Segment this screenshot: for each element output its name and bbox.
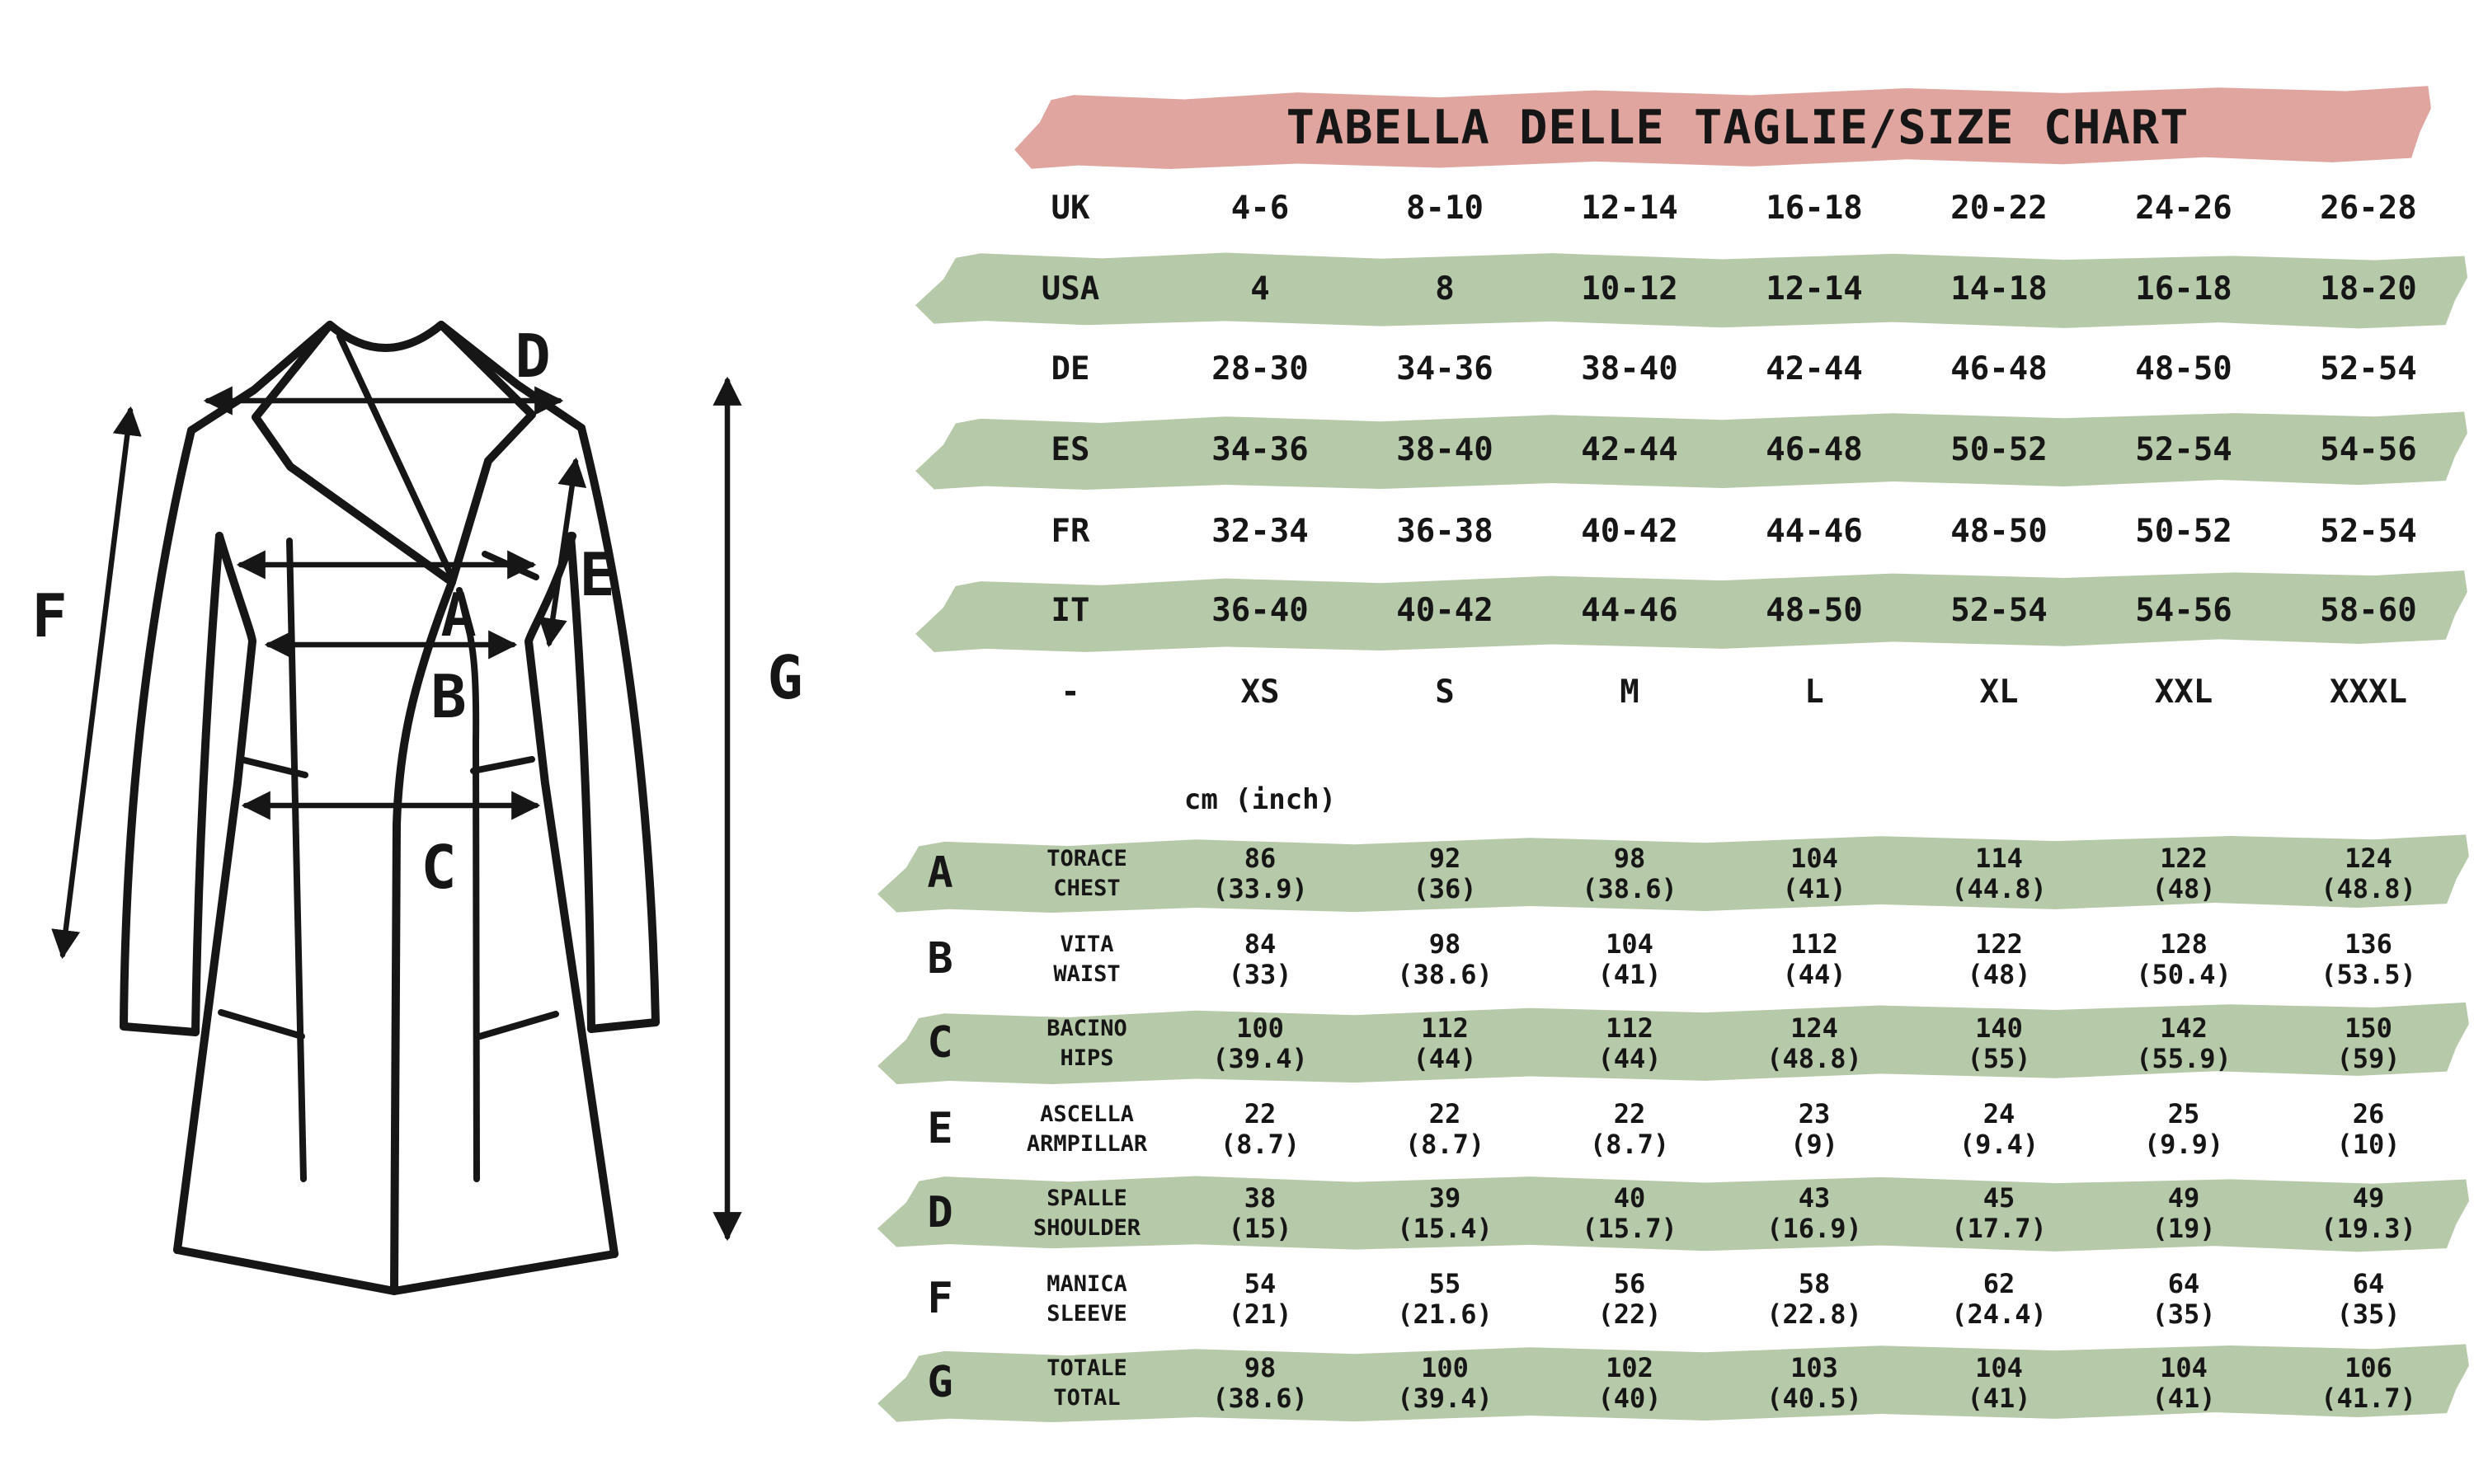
measurement-value-cell bbox=[1352, 1013, 1537, 1074]
measurement-value-inch: (17.7) bbox=[1951, 1212, 2047, 1244]
measurement-value-cm: 39 bbox=[1428, 1181, 1461, 1214]
measurement-value-cell bbox=[2276, 1269, 2461, 1330]
measurement-label-en: TOTAL bbox=[1053, 1384, 1121, 1411]
measurement-value-cell bbox=[1537, 1013, 1722, 1074]
measurement-value-inch: (35) bbox=[2336, 1298, 2401, 1330]
measurement-label-en: SHOULDER bbox=[1032, 1214, 1141, 1241]
measure-letter-b: B bbox=[430, 662, 467, 731]
measurement-value-cell bbox=[1537, 1269, 1722, 1330]
measurement-value-cm: 136 bbox=[2345, 928, 2392, 960]
size-value-cell: XS bbox=[1240, 674, 1280, 711]
measurement-value-cell bbox=[2091, 1099, 2276, 1160]
measurement-value-inch: (24.4) bbox=[1951, 1298, 2047, 1330]
size-value-cell: 16-18 bbox=[1766, 190, 1863, 228]
measurement-label bbox=[1006, 1100, 1168, 1159]
measurement-letter: C bbox=[927, 1018, 953, 1068]
size-value-cell: 58-60 bbox=[2320, 592, 2417, 630]
measurement-value-cell bbox=[1352, 1099, 1537, 1160]
measurement-row-grid bbox=[874, 1001, 2464, 1086]
measurement-value-cell bbox=[1722, 1013, 1907, 1074]
measurement-value-inch: (19) bbox=[2152, 1212, 2216, 1244]
measurement-value-cm: 122 bbox=[2160, 842, 2208, 874]
measurement-value-inch: (48.8) bbox=[1766, 1042, 1862, 1074]
size-value-cell: 4 bbox=[1250, 270, 1270, 308]
measurement-value-cell bbox=[1722, 843, 1907, 904]
measurement-value-cell bbox=[1907, 1183, 2091, 1244]
measure-letter-g: G bbox=[767, 643, 803, 712]
measure-letter-a: A bbox=[440, 580, 477, 650]
measurement-value-inch: (9.4) bbox=[1959, 1128, 2039, 1160]
units-note: cm (inch) bbox=[1183, 783, 1337, 816]
size-value-cell: 42-44 bbox=[1766, 350, 1863, 388]
measurement-value-cm: 112 bbox=[1790, 928, 1838, 960]
size-value-cell: 48-50 bbox=[1766, 592, 1863, 630]
measurement-label-en: WAIST bbox=[1053, 960, 1121, 987]
measurement-value-cell bbox=[1537, 1183, 1722, 1244]
measurement-value-cell bbox=[1722, 1269, 1907, 1330]
measurement-value-cm: 98 bbox=[1613, 842, 1646, 874]
measure-arrow-f bbox=[63, 411, 130, 955]
measurement-label-en: ARMPILLAR bbox=[1026, 1130, 1148, 1157]
size-value-cell: M bbox=[1620, 674, 1639, 711]
measurement-value-cell bbox=[1907, 1269, 2091, 1330]
measurement-value-inch: (10) bbox=[2336, 1128, 2401, 1160]
measurement-value-cell bbox=[1907, 1099, 2091, 1160]
measurement-value-cm: 142 bbox=[2160, 1012, 2208, 1044]
measurement-value-cm: 22 bbox=[1428, 1097, 1461, 1129]
size-value-cell: 12-14 bbox=[1766, 270, 1863, 308]
size-value-cell: 32-34 bbox=[1211, 513, 1309, 551]
princess-seam-left bbox=[289, 541, 303, 1179]
measurement-value-cell bbox=[2091, 1183, 2276, 1244]
measurement-label-it: BACINO bbox=[1047, 1015, 1127, 1041]
size-value-cell: 8 bbox=[1435, 270, 1455, 308]
measurement-row-grid bbox=[874, 917, 2464, 1002]
measurement-label-en: SLEEVE bbox=[1047, 1300, 1127, 1327]
measurement-value-cm: 103 bbox=[1790, 1351, 1838, 1383]
measurement-value-cm: 64 bbox=[2352, 1267, 2385, 1299]
measurement-value-cell bbox=[2091, 1269, 2276, 1330]
measurement-label bbox=[1006, 1270, 1168, 1329]
size-row bbox=[874, 569, 2464, 654]
measurement-value-inch: (22) bbox=[1597, 1298, 1662, 1330]
measurement-value-inch: (21) bbox=[1228, 1298, 1292, 1330]
measurement-label-it: ASCELLA bbox=[1040, 1101, 1134, 1127]
size-value-cell: XXL bbox=[2154, 674, 2213, 711]
measurement-value-inch: (38.6) bbox=[1582, 872, 1677, 904]
size-value-cell: 24-26 bbox=[2135, 190, 2232, 228]
measurement-value-cm: 100 bbox=[1421, 1351, 1469, 1383]
measurement-value-inch: (8.7) bbox=[1220, 1128, 1300, 1160]
size-value-cell: 52-54 bbox=[2320, 350, 2417, 388]
measurement-value-cell bbox=[1168, 929, 1352, 990]
size-value-cell: 48-50 bbox=[2135, 350, 2232, 388]
measurement-row bbox=[874, 1087, 2464, 1172]
size-value-cell: L bbox=[1804, 674, 1824, 711]
page-title: TABELLA DELLE TAGLIE/SIZE CHART bbox=[1286, 100, 2189, 155]
size-value-cell: 54-56 bbox=[2135, 592, 2232, 630]
measurement-letter: D bbox=[927, 1188, 953, 1238]
size-value-cell: XL bbox=[1979, 674, 2019, 711]
measurement-value-cm: 124 bbox=[1790, 1012, 1838, 1044]
size-value-cell: 18-20 bbox=[2320, 270, 2417, 308]
measurement-value-cell bbox=[2091, 843, 2276, 904]
measurement-value-cm: 92 bbox=[1428, 842, 1461, 874]
measurement-letter: F bbox=[927, 1274, 953, 1324]
measurement-value-inch: (38.6) bbox=[1212, 1382, 1308, 1414]
measurement-row bbox=[874, 1256, 2464, 1341]
measurement-value-inch: (59) bbox=[2336, 1042, 2401, 1074]
size-value-cell: 54-56 bbox=[2320, 431, 2417, 469]
body-right-side bbox=[529, 536, 614, 1254]
measurement-value-cell bbox=[1537, 1099, 1722, 1160]
measurement-value-cell bbox=[2276, 929, 2461, 990]
size-value-cell: 46-48 bbox=[1766, 431, 1863, 469]
measurement-value-cm: 45 bbox=[1982, 1181, 2015, 1214]
measurement-row-grid bbox=[874, 1341, 2464, 1425]
measurement-value-inch: (41) bbox=[2152, 1382, 2216, 1414]
measurement-value-inch: (41) bbox=[1597, 958, 1662, 990]
measurement-value-inch: (9.9) bbox=[2143, 1128, 2224, 1160]
measurement-value-cm: 100 bbox=[1236, 1012, 1284, 1044]
measurement-value-inch: (15.4) bbox=[1397, 1212, 1493, 1244]
measurement-value-cm: 62 bbox=[1982, 1267, 2015, 1299]
size-value-cell: 52-54 bbox=[2320, 513, 2417, 551]
sleeve-right-cuff bbox=[591, 1022, 656, 1029]
measurement-value-cell bbox=[1907, 843, 2091, 904]
size-value-cell: 14-18 bbox=[1950, 270, 2048, 308]
size-value-cell: 4-6 bbox=[1230, 190, 1290, 228]
measurement-value-inch: (55) bbox=[1967, 1042, 2031, 1074]
measurement-value-inch: (35) bbox=[2152, 1298, 2216, 1330]
measurement-value-cm: 84 bbox=[1244, 928, 1277, 960]
measurement-value-inch: (41) bbox=[1782, 872, 1846, 904]
measurement-value-cell bbox=[1352, 1269, 1537, 1330]
measurement-value-inch: (19.3) bbox=[2321, 1212, 2416, 1244]
measurement-value-cm: 22 bbox=[1244, 1097, 1277, 1129]
measurement-value-inch: (44) bbox=[1413, 1042, 1477, 1074]
measurement-row-grid bbox=[874, 1171, 2464, 1256]
size-row-grid bbox=[874, 490, 2464, 575]
measure-letter-c: C bbox=[421, 833, 457, 902]
size-value-cell: 38-40 bbox=[1581, 350, 1678, 388]
coat-diagram bbox=[0, 0, 825, 1319]
size-value-cell: 46-48 bbox=[1950, 350, 2048, 388]
measurement-value-cm: 98 bbox=[1244, 1351, 1277, 1383]
measurement-value-cm: 102 bbox=[1606, 1351, 1653, 1383]
size-value-cell: 40-42 bbox=[1581, 513, 1678, 551]
size-value-cell: 16-18 bbox=[2135, 270, 2232, 308]
measurement-value-cm: 58 bbox=[1798, 1267, 1831, 1299]
measurement-value-inch: (9) bbox=[1790, 1128, 1838, 1160]
measurement-row bbox=[874, 1171, 2464, 1256]
measurement-value-inch: (15) bbox=[1228, 1212, 1292, 1244]
size-row bbox=[874, 247, 2464, 332]
measurement-value-inch: (48) bbox=[1967, 958, 2031, 990]
measurement-value-cell bbox=[2276, 1099, 2461, 1160]
measurement-value-cell bbox=[1722, 1099, 1907, 1160]
measurement-value-cm: 104 bbox=[1975, 1351, 2023, 1383]
measurement-value-cm: 122 bbox=[1975, 928, 2023, 960]
size-value-cell: 38-40 bbox=[1396, 431, 1493, 469]
measurement-value-cm: 98 bbox=[1428, 928, 1461, 960]
size-value-cell: XXXL bbox=[2330, 674, 2407, 711]
measurement-value-cell bbox=[2276, 1183, 2461, 1244]
measurement-value-cell bbox=[1168, 1099, 1352, 1160]
size-value-cell: 40-42 bbox=[1396, 592, 1493, 630]
size-value-cell: 10-12 bbox=[1581, 270, 1678, 308]
measurement-value-inch: (53.5) bbox=[2321, 958, 2416, 990]
size-row-label: USA bbox=[1041, 270, 1100, 308]
size-value-cell: 8-10 bbox=[1406, 190, 1484, 228]
measurement-value-inch: (21.6) bbox=[1397, 1298, 1493, 1330]
pocket-flap-right bbox=[480, 1014, 556, 1036]
size-row-label: ES bbox=[1051, 431, 1090, 469]
measurement-value-cm: 104 bbox=[1790, 842, 1838, 874]
measurement-value-cm: 106 bbox=[2345, 1351, 2392, 1383]
measurement-value-cell bbox=[1537, 929, 1722, 990]
size-row-label: - bbox=[1061, 674, 1080, 711]
measurement-value-cell bbox=[1352, 1183, 1537, 1244]
measurement-value-inch: (39.4) bbox=[1397, 1382, 1493, 1414]
measurement-value-cm: 55 bbox=[1428, 1267, 1461, 1299]
measure-letter-d: D bbox=[515, 322, 551, 391]
measurement-value-inch: (39.4) bbox=[1212, 1042, 1308, 1074]
size-value-cell: 12-14 bbox=[1581, 190, 1678, 228]
measurement-value-cell bbox=[1352, 1353, 1537, 1414]
measurement-value-inch: (38.6) bbox=[1397, 958, 1493, 990]
measurement-value-cm: 24 bbox=[1982, 1097, 2015, 1129]
measurement-value-inch: (22.8) bbox=[1766, 1298, 1862, 1330]
measurement-value-cell bbox=[2276, 1353, 2461, 1414]
size-value-cell: 36-40 bbox=[1211, 592, 1309, 630]
measurement-label bbox=[1006, 1354, 1168, 1413]
size-row-grid bbox=[874, 167, 2464, 251]
measurement-label-it: SPALLE bbox=[1047, 1185, 1127, 1211]
pocket-flap-left bbox=[221, 1012, 302, 1036]
measurement-label-en: HIPS bbox=[1060, 1045, 1114, 1071]
size-value-cell: 44-46 bbox=[1766, 513, 1863, 551]
measurement-value-cell bbox=[2276, 843, 2461, 904]
size-row bbox=[874, 408, 2464, 493]
measurement-value-inch: (40) bbox=[1597, 1382, 1662, 1414]
size-value-cell: 34-36 bbox=[1396, 350, 1493, 388]
measurement-value-cm: 23 bbox=[1798, 1097, 1831, 1129]
measurement-label-it: VITA bbox=[1060, 931, 1114, 957]
measurement-value-cm: 140 bbox=[1975, 1012, 2023, 1044]
measurement-label-it: TORACE bbox=[1047, 845, 1127, 871]
measurement-value-cell bbox=[1168, 1269, 1352, 1330]
measurement-letter: B bbox=[927, 934, 953, 984]
measurement-value-cm: 43 bbox=[1798, 1181, 1831, 1214]
measurement-value-inch: (8.7) bbox=[1404, 1128, 1485, 1160]
measurement-label bbox=[1006, 1184, 1168, 1243]
size-row-label: UK bbox=[1051, 190, 1090, 228]
measure-letter-e: E bbox=[579, 540, 615, 609]
measurement-label bbox=[1006, 844, 1168, 904]
measurement-value-cm: 49 bbox=[2167, 1181, 2200, 1214]
measurement-letter: E bbox=[927, 1104, 953, 1154]
measurement-value-cell bbox=[2091, 1013, 2276, 1074]
measurement-value-cell bbox=[2091, 1353, 2276, 1414]
size-value-cell: 28-30 bbox=[1211, 350, 1309, 388]
size-row bbox=[874, 650, 2464, 735]
measurement-label-en: CHEST bbox=[1053, 875, 1121, 901]
measurement-row bbox=[874, 917, 2464, 1002]
pocket-welt-right bbox=[473, 759, 532, 771]
measurement-label-it: MANICA bbox=[1047, 1270, 1127, 1297]
measurement-value-cm: 86 bbox=[1244, 842, 1277, 874]
measurement-value-cell bbox=[1722, 1353, 1907, 1414]
measurement-row bbox=[874, 831, 2464, 916]
measurement-value-cm: 114 bbox=[1975, 842, 2023, 874]
measurement-value-cell bbox=[1352, 929, 1537, 990]
size-row-label: FR bbox=[1051, 513, 1090, 551]
measurement-value-inch: (33.9) bbox=[1212, 872, 1308, 904]
size-table bbox=[874, 82, 2474, 1484]
measurement-label-it: TOTALE bbox=[1047, 1355, 1127, 1381]
measurement-value-inch: (55.9) bbox=[2136, 1042, 2232, 1074]
measurement-value-inch: (50.4) bbox=[2136, 958, 2232, 990]
size-value-cell: 44-46 bbox=[1581, 592, 1678, 630]
size-value-cell: S bbox=[1435, 674, 1455, 711]
measurement-value-cell bbox=[1722, 1183, 1907, 1244]
size-value-cell: 34-36 bbox=[1211, 431, 1309, 469]
measurement-value-cell bbox=[1907, 929, 2091, 990]
measurement-value-inch: (40.5) bbox=[1766, 1382, 1862, 1414]
measurement-value-cm: 64 bbox=[2167, 1267, 2200, 1299]
size-value-cell: 26-28 bbox=[2320, 190, 2417, 228]
size-row-label: DE bbox=[1051, 350, 1090, 388]
size-value-cell: 20-22 bbox=[1950, 190, 2048, 228]
measurement-value-inch: (41.7) bbox=[2321, 1382, 2416, 1414]
measurement-value-inch: (44) bbox=[1597, 1042, 1662, 1074]
measurement-value-cell bbox=[1168, 1353, 1352, 1414]
sleeve-left-cuff bbox=[124, 1026, 195, 1032]
size-row bbox=[874, 490, 2464, 575]
measurement-value-inch: (16.9) bbox=[1766, 1212, 1862, 1244]
size-row-grid bbox=[874, 327, 2464, 412]
measurement-value-inch: (44.8) bbox=[1951, 872, 2047, 904]
measurement-value-cell bbox=[1537, 843, 1722, 904]
measurement-value-cm: 104 bbox=[2160, 1351, 2208, 1383]
size-value-cell: 52-54 bbox=[2135, 431, 2232, 469]
measurement-value-inch: (48.8) bbox=[2321, 872, 2416, 904]
measurement-value-cell bbox=[1537, 1353, 1722, 1414]
measurement-value-cell bbox=[1168, 843, 1352, 904]
measurement-value-cm: 124 bbox=[2345, 842, 2392, 874]
measurement-value-cm: 38 bbox=[1244, 1181, 1277, 1214]
measurement-label bbox=[1006, 930, 1168, 989]
measurement-row-grid bbox=[874, 1256, 2464, 1341]
measurement-label bbox=[1006, 1014, 1168, 1073]
size-value-cell: 48-50 bbox=[1950, 513, 2048, 551]
size-row bbox=[874, 327, 2464, 412]
measurement-value-inch: (8.7) bbox=[1589, 1128, 1670, 1160]
measurement-value-cell bbox=[1168, 1013, 1352, 1074]
measurement-value-cell bbox=[1907, 1353, 2091, 1414]
measurement-value-cm: 112 bbox=[1421, 1012, 1469, 1044]
size-row-label: IT bbox=[1051, 592, 1090, 630]
size-row-grid bbox=[874, 569, 2464, 654]
measurement-value-cell bbox=[2091, 929, 2276, 990]
measurement-value-inch: (41) bbox=[1967, 1382, 2031, 1414]
measurement-value-cell bbox=[1168, 1183, 1352, 1244]
measurement-value-cm: 128 bbox=[2160, 928, 2208, 960]
size-row bbox=[874, 167, 2464, 251]
measurement-value-cm: 26 bbox=[2352, 1097, 2385, 1129]
measurement-row-grid bbox=[874, 1087, 2464, 1172]
measurement-value-cm: 112 bbox=[1606, 1012, 1653, 1044]
measurement-value-cm: 25 bbox=[2167, 1097, 2200, 1129]
measurement-value-inch: (15.7) bbox=[1582, 1212, 1677, 1244]
measurement-value-inch: (44) bbox=[1782, 958, 1846, 990]
size-value-cell: 36-38 bbox=[1396, 513, 1493, 551]
size-value-cell: 52-54 bbox=[1950, 592, 2048, 630]
measurement-row bbox=[874, 1001, 2464, 1086]
measurement-letter: A bbox=[927, 848, 953, 899]
measurement-value-cm: 56 bbox=[1613, 1267, 1646, 1299]
measurement-value-cell bbox=[2276, 1013, 2461, 1074]
measurement-value-cm: 49 bbox=[2352, 1181, 2385, 1214]
size-row-grid bbox=[874, 408, 2464, 493]
measurement-value-cm: 104 bbox=[1606, 928, 1653, 960]
size-value-cell: 50-52 bbox=[2135, 513, 2232, 551]
sleeve-left-outer bbox=[124, 430, 191, 1026]
size-row-grid bbox=[874, 650, 2464, 735]
size-value-cell: 50-52 bbox=[1950, 431, 2048, 469]
measurement-value-cell bbox=[1907, 1013, 2091, 1074]
measurement-letter: G bbox=[927, 1358, 953, 1408]
measurement-value-cm: 40 bbox=[1613, 1181, 1646, 1214]
measure-letter-f: F bbox=[31, 581, 68, 650]
measurement-value-inch: (48) bbox=[2152, 872, 2216, 904]
measurement-value-cell bbox=[1352, 843, 1537, 904]
measurement-value-cell bbox=[1722, 929, 1907, 990]
measurement-value-cm: 54 bbox=[1244, 1267, 1277, 1299]
size-row-grid bbox=[874, 247, 2464, 332]
measurement-row bbox=[874, 1341, 2464, 1425]
measurement-value-cm: 150 bbox=[2345, 1012, 2392, 1044]
measurement-value-cm: 22 bbox=[1613, 1097, 1646, 1129]
measurement-value-inch: (33) bbox=[1228, 958, 1292, 990]
measurement-row-grid bbox=[874, 831, 2464, 916]
size-value-cell: 42-44 bbox=[1581, 431, 1678, 469]
measurement-value-inch: (36) bbox=[1413, 872, 1477, 904]
